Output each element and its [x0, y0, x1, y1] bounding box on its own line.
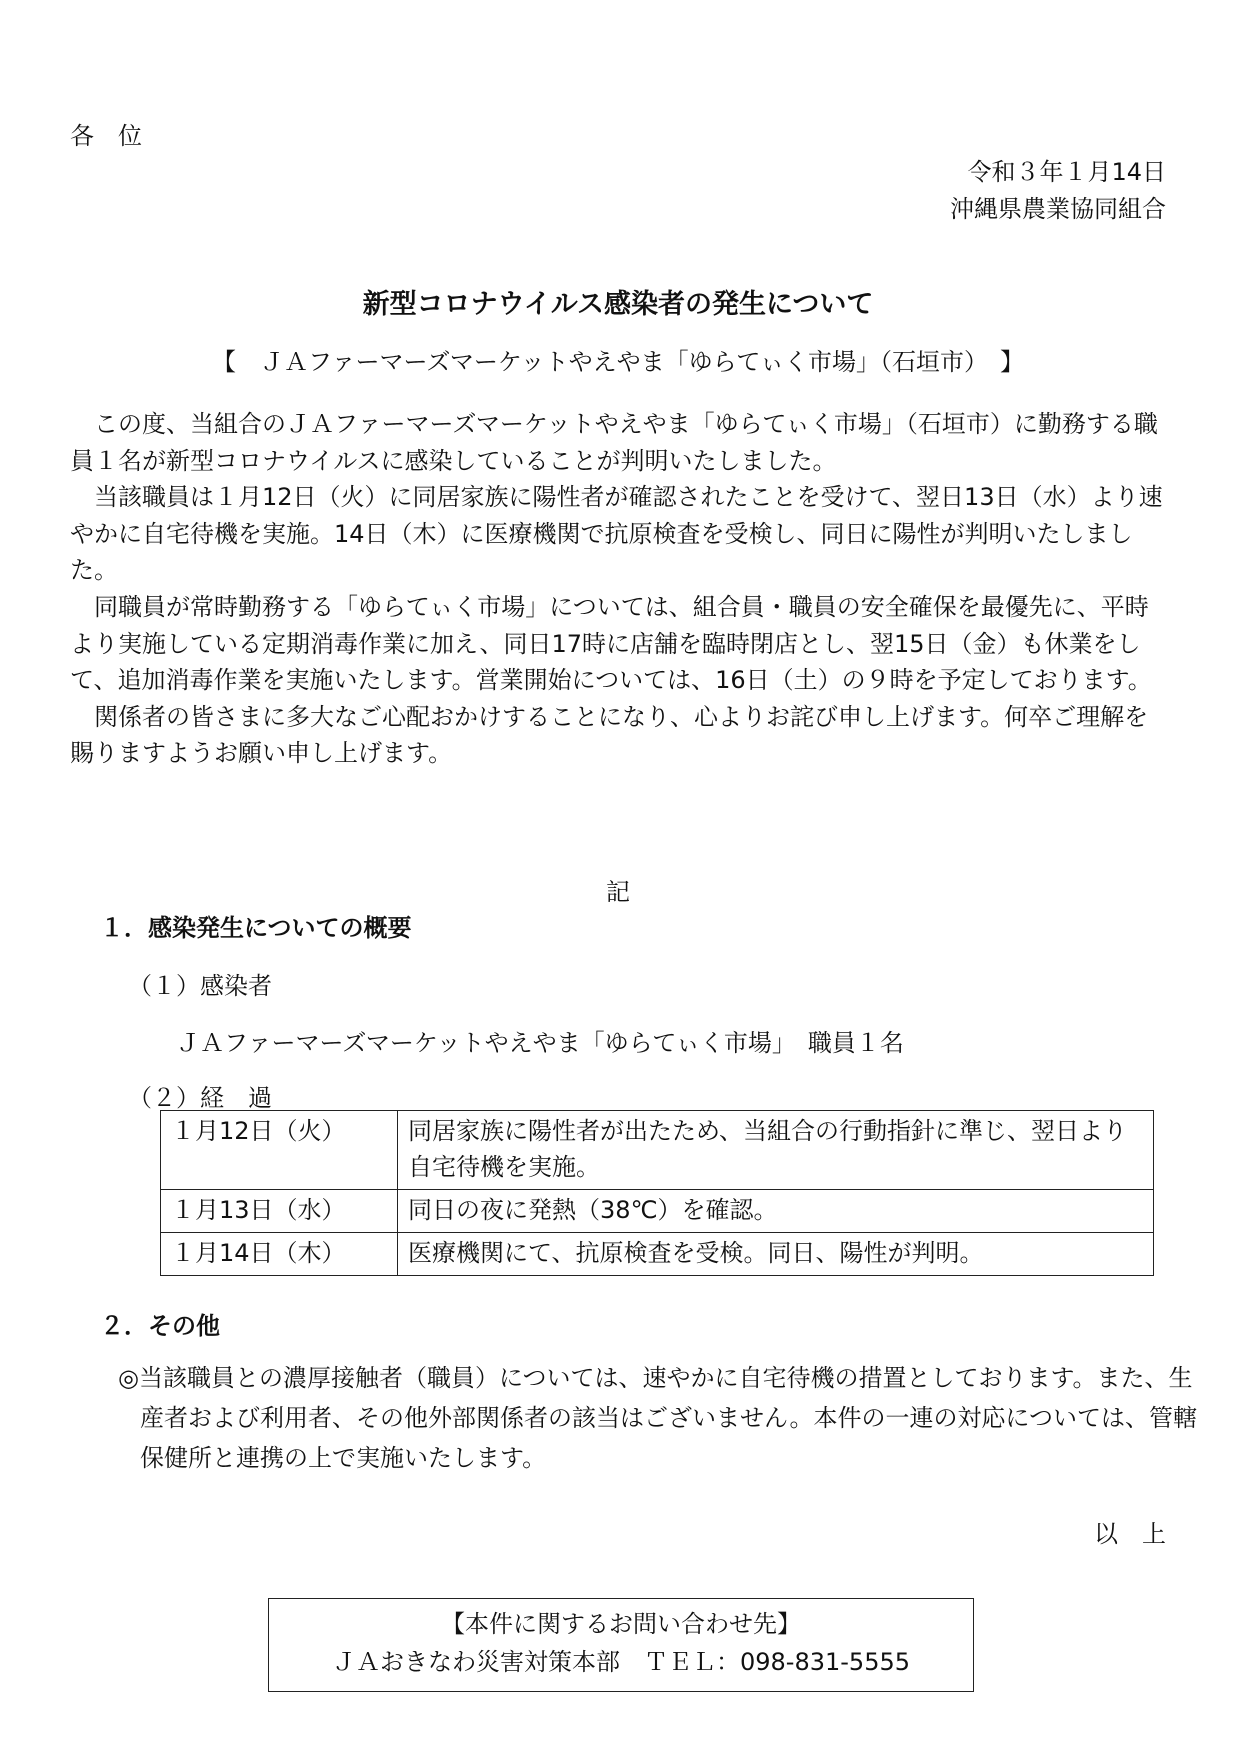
body-paragraph: 関係者の皆さまに多大なご心配おかけすることになり、心よりお詫び申し上げます。何卒ご理解を賜りますようお願い申し上げます。 — [70, 702, 1149, 768]
issuing-organization: 沖縄県農業協同組合 — [950, 195, 1166, 223]
section2-content: ◎当該職員との濃厚接触者（職員）については、速やかに自宅待機の措置としております。また、生産者および利用者、その他外部関係者の該当はございません。本件の一連の対応については、管轄保健所と連携の上で実施いたします。 — [118, 1364, 1197, 1472]
section1-heading: １．感染発生についての概要 — [100, 914, 412, 942]
addressee: 各 位 — [70, 122, 142, 150]
table-row — [161, 1111, 1154, 1190]
timeline-event: 同日の夜に発熱（38℃）を確認。 — [398, 1190, 1154, 1233]
document-title: 新型コロナウイルス感染者の発生について — [362, 289, 874, 320]
ki-marker: 記 — [606, 878, 630, 906]
body-text — [70, 406, 1170, 772]
contact-detail: ＪＡおきなわ災害対策本部 ＴＥＬ：098-831-5555 — [331, 1648, 910, 1676]
section2-heading: ２．その他 — [100, 1312, 220, 1340]
table-row — [161, 1233, 1154, 1276]
timeline-heading: （２）経 過 — [128, 1084, 272, 1112]
table-row — [161, 1190, 1154, 1233]
body-paragraph: 当該職員は１月12日（火）に同居家族に陽性者が確認されたことを受けて、翌日13日（水）より速やかに自宅待機を実施。14日（木）に医療機関で抗原検査を受検し、同日に陽性が判明いたしました。 — [70, 483, 1163, 585]
timeline-date: １月14日（木） — [161, 1233, 398, 1276]
closing-mark: 以 上 — [1094, 1520, 1166, 1548]
timeline-date: １月13日（水） — [161, 1190, 398, 1233]
infected-content: ＪＡファーマーズマーケットやえやま「ゆらてぃく市場」 職員１名 — [176, 1029, 904, 1057]
contact-label: 【本件に関するお問い合わせ先】 — [441, 1610, 801, 1638]
contact-box — [268, 1598, 974, 1692]
timeline-date: １月12日（火） — [161, 1111, 398, 1190]
timeline-event: 同居家族に陽性者が出たため、当組合の行動指針に準じ、翌日より自宅待機を実施。 — [398, 1111, 1154, 1190]
document-subtitle: 【 ＪＡファーマーズマーケットやえやま「ゆらてぃく市場」（石垣市） 】 — [212, 348, 1024, 376]
body-paragraph: 同職員が常時勤務する「ゆらてぃく市場」については、組合員・職員の安全確保を最優先に、平時より実施している定期消毒作業に加え、同日17時に店舗を臨時閉店とし、翌15日（金）も休業をして、追加消毒作業を実施いたします。営業開始については、16日（土）の９時を予定しております。 — [70, 592, 1152, 695]
document-date: 令和３年１月14日 — [967, 158, 1166, 186]
timeline-table — [160, 1110, 1154, 1276]
timeline-event: 医療機関にて、抗原検査を受検。同日、陽性が判明。 — [398, 1233, 1154, 1276]
infected-heading: （１）感染者 — [128, 972, 272, 1000]
body-paragraph: この度、当組合のＪＡファーマーズマーケットやえやま「ゆらてぃく市場」（石垣市）に勤務する職員１名が新型コロナウイルスに感染していることが判明いたしました。 — [70, 410, 1158, 475]
